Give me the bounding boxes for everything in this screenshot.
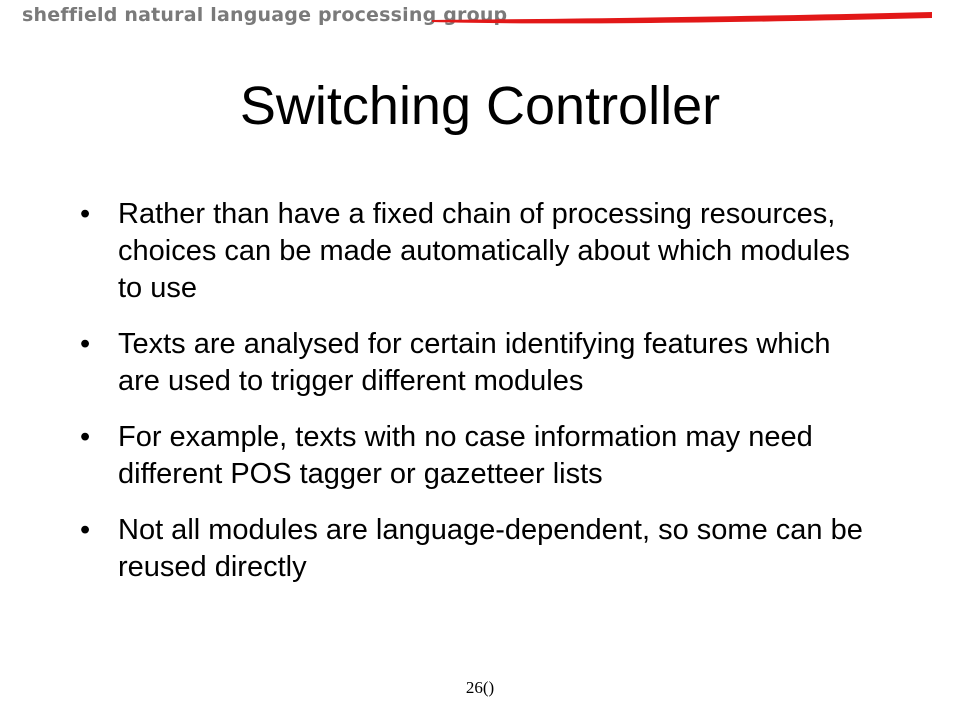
bullet-list bbox=[80, 196, 878, 605]
header-logo-text: sheffield natural language processing group bbox=[22, 4, 508, 26]
bullet-marker: • bbox=[80, 421, 91, 453]
bullet-item bbox=[80, 196, 878, 307]
page-number: 26() bbox=[465, 678, 495, 697]
header-red-stripe bbox=[432, 8, 932, 32]
bullet-text: For example, texts with no case information may need different POS tagger or gazetteer lists bbox=[118, 421, 813, 490]
bullet-item bbox=[80, 419, 878, 493]
slide-title: Switching Controller bbox=[239, 76, 721, 136]
bullet-item bbox=[80, 512, 878, 586]
bullet-marker: • bbox=[80, 514, 91, 546]
bullet-marker: • bbox=[80, 198, 91, 230]
bullet-item bbox=[80, 326, 878, 400]
bullet-text: Texts are analysed for certain identifying features which are used to trigger different modules bbox=[118, 328, 831, 397]
bullet-marker: • bbox=[80, 328, 91, 360]
red-stripe-shape bbox=[432, 12, 932, 23]
bullet-text: Not all modules are language-dependent, so some can be reused directly bbox=[118, 514, 863, 583]
bullet-text: Rather than have a fixed chain of processing resources, choices can be made automatically about which modules to use bbox=[118, 198, 850, 304]
